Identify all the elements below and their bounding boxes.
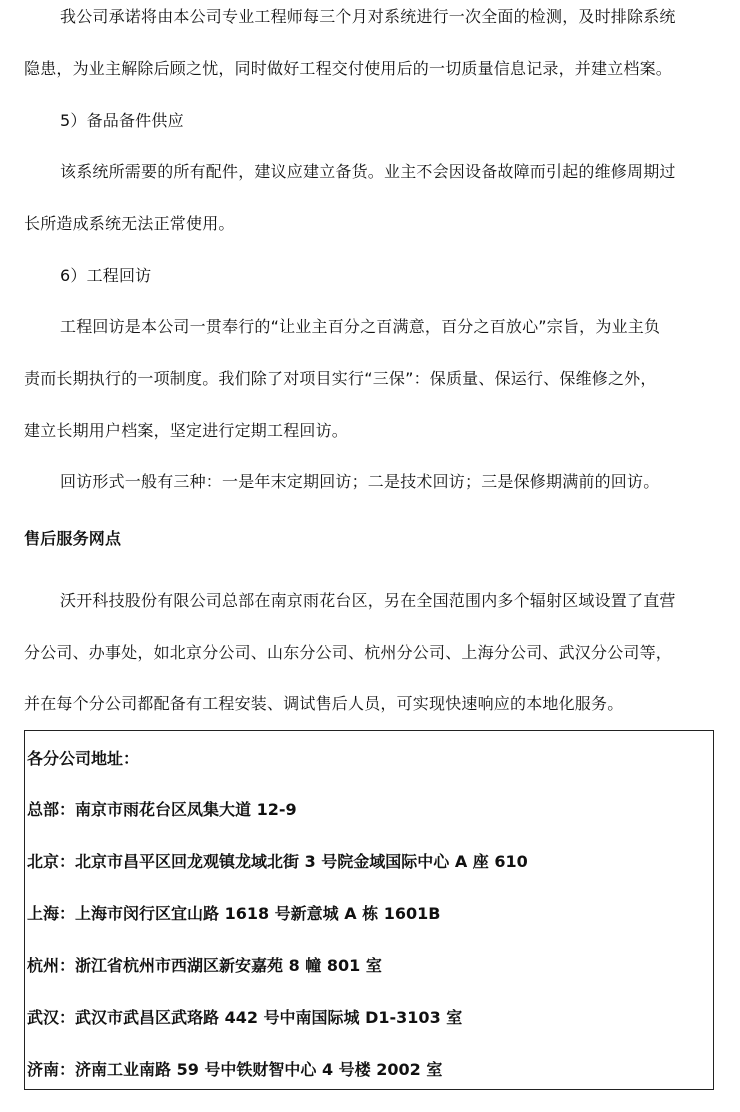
paragraph-followup-forms: 回访形式一般有三种：一是年末定期回访；二是技术回访；三是保修期满前的回访。 xyxy=(60,472,660,491)
paragraph-network-line1: 沃开科技股份有限公司总部在南京雨花台区，另在全国范围内多个辐射区域设置了直营 xyxy=(60,591,676,610)
paragraph-inspection-line1: 我公司承诺将由本公司专业工程师每三个月对系统进行一次全面的检测，及时排除系统 xyxy=(60,7,676,26)
section-title-service-network: 售后服务网点 xyxy=(24,529,122,548)
branch-address-item: 北京：北京市昌平区回龙观镇龙域北街 3 号院金域国际中心 A 座 610 xyxy=(27,852,528,871)
heading-project-followup: 6）工程回访 xyxy=(60,266,152,285)
paragraph-followup-line3: 建立长期用户档案，坚定进行定期工程回访。 xyxy=(24,421,349,440)
branch-address-item: 济南：济南工业南路 59 号中铁财智中心 4 号楼 2002 室 xyxy=(27,1060,443,1079)
branch-address-item: 上海：上海市闵行区宜山路 1618 号新意城 A 栋 1601B xyxy=(27,904,441,923)
heading-spare-parts: 5）备品备件供应 xyxy=(60,111,184,130)
paragraph-inspection-line2: 隐患，为业主解除后顾之忧，同时做好工程交付使用后的一切质量信息记录，并建立档案。 xyxy=(24,59,673,78)
paragraph-spare-parts-line1: 该系统所需要的所有配件，建议应建立备货。业主不会因设备故障而引起的维修周期过 xyxy=(60,162,676,181)
paragraph-network-line2: 分公司、办事处，如北京分公司、山东分公司、杭州分公司、上海分公司、武汉分公司等， xyxy=(24,643,673,662)
paragraph-followup-line2: 责而长期执行的一项制度。我们除了对项目实行“三保”：保质量、保运行、保维修之外， xyxy=(24,369,657,388)
branch-address-title: 各分公司地址： xyxy=(27,749,140,768)
paragraph-followup-line1: 工程回访是本公司一贯奉行的“让业主百分之百满意，百分之百放心”宗旨，为业主负 xyxy=(60,317,661,336)
branch-address-item: 武汉：武汉市武昌区武珞路 442 号中南国际城 D1-3103 室 xyxy=(27,1008,463,1027)
paragraph-network-line3: 并在每个分公司都配备有工程安装、调试售后人员，可实现快速响应的本地化服务。 xyxy=(24,694,624,713)
branch-address-box xyxy=(24,730,714,1090)
branch-address-item: 杭州：浙江省杭州市西湖区新安嘉苑 8 幢 801 室 xyxy=(27,956,382,975)
branch-address-item: 总部：南京市雨花台区凤集大道 12-9 xyxy=(27,800,297,819)
paragraph-spare-parts-line2: 长所造成系统无法正常使用。 xyxy=(24,214,235,233)
